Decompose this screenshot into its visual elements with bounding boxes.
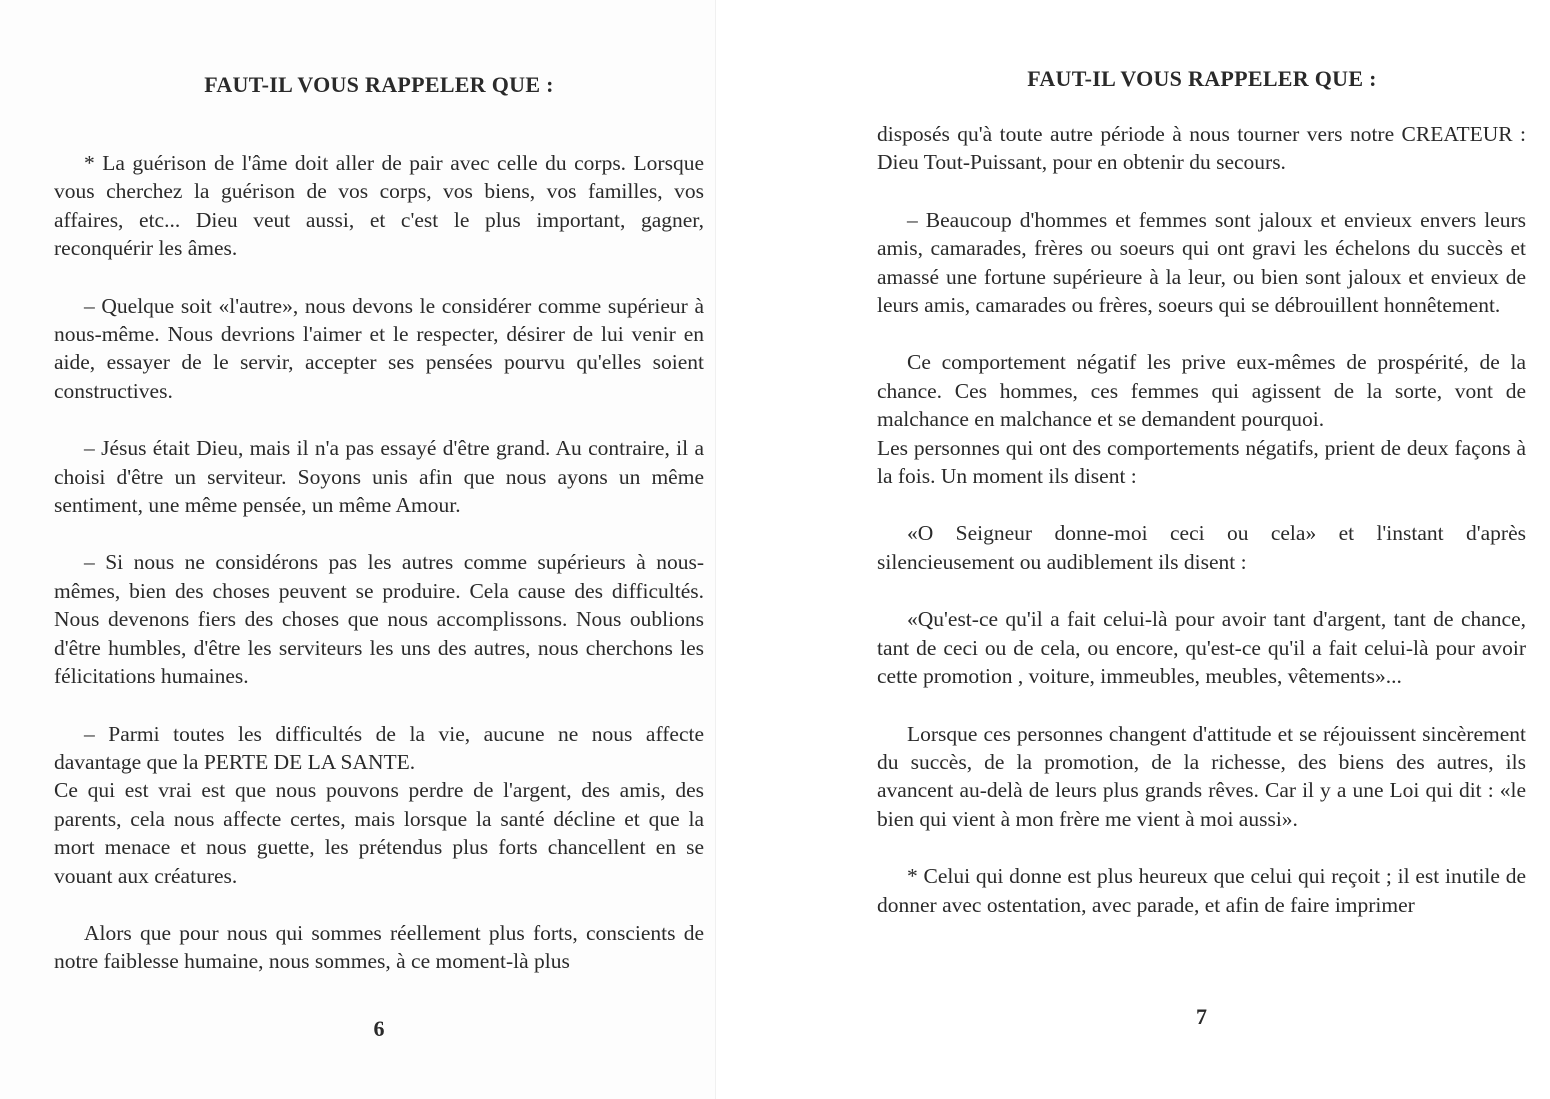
page-number: 7 <box>1196 1004 1207 1029</box>
left-page <box>0 0 716 1099</box>
paragraph: – Quelque soit «l'autre», nous devons le considérer comme supérieur à nous-même. Nous devrions l'aimer et le respecter, désirer de lui venir en aide, essayer de le servir, accepter ses pensées pourvu qu'elles soient constructives. <box>54 293 704 403</box>
paragraph: – Beaucoup d'hommes et femmes sont jaloux et envieux envers leurs amis, camarades, frères ou soeurs qui ont gravi les échelons du succès et amassé une fortune supérieure à la leur, ou bien sont jaloux et envieux de leurs amis, camarades ou frères, soeurs qui se débrouillent honnêtement. <box>877 207 1526 318</box>
paragraph: – Si nous ne considérons pas les autres comme supérieurs à nous-mêmes, bien des choses peuvent se produire. Cela cause des difficultés. Nous devenons fiers des choses que nous accomplissons. Nous oublions d'être humbles, d'être les serviteurs les uns des autres, nous cherchons les félicitations humaines. <box>54 550 704 689</box>
paragraph: «Qu'est-ce qu'il a fait celui-là pour avoir tant d'argent, tant de chance, tant de ceci ou de cela, ou encore, qu'est-ce qu'il a fait celui-là pour avoir cette promotion , voiture, immeubles, meubles, vêtements»... <box>877 607 1526 689</box>
paragraph: – Parmi toutes les difficultés de la vie, aucune ne nous affecte davantage que la PERTE DE LA SANTE. <box>54 721 704 774</box>
page-body <box>877 120 1526 919</box>
page-body <box>54 149 704 976</box>
page-title: FAUT-IL VOUS RAPPELER QUE : <box>204 72 554 97</box>
paragraph: * La guérison de l'âme doit aller de pair avec celle du corps. Lorsque vous cherchez la guérison de vos corps, vos biens, vos familles, vos affaires, etc... Dieu veut aussi, et c'est le plus important, gagner, reconquérir les âmes. <box>54 151 704 261</box>
paragraph: Les personnes qui ont des comportements négatifs, prient de deux façons à la fois. Un moment ils disent : <box>877 435 1526 489</box>
page-title: FAUT-IL VOUS RAPPELER QUE : <box>1027 66 1377 91</box>
paragraph: Ce comportement négatif les prive eux-mêmes de prospérité, de la chance. Ces hommes, ces femmes qui agissent de la sorte, vont de malchance en malchance et se demandent pourquoi. <box>877 350 1526 432</box>
paragraph: Alors que pour nous qui sommes réellement plus forts, conscients de notre faiblesse humaine, nous sommes, à ce moment-là plus <box>54 920 704 974</box>
paragraph: Ce qui est vrai est que nous pouvons perdre de l'argent, des amis, des parents, cela nous affecte certes, mais lorsque la santé décline et que la mort menace et nous guette, les prétendus plus forts chancellent en se vouant aux créatures. <box>54 778 704 888</box>
right-page <box>716 0 1550 1099</box>
page-number: 6 <box>373 1016 385 1041</box>
paragraph: * Celui qui donne est plus heureux que celui qui reçoit ; il est inutile de donner avec ostentation, avec parade, et afin de faire imprimer <box>877 864 1526 917</box>
paragraph: «O Seigneur donne-moi ceci ou cela» et l'instant d'après silencieusement ou audiblement ils disent : <box>877 521 1526 574</box>
paragraph: disposés qu'à toute autre période à nous tourner vers notre CREATEUR : Dieu Tout-Puissant, pour en obtenir du secours. <box>877 122 1526 175</box>
paragraph: Lorsque ces personnes changent d'attitude et se réjouissent sincèrement du succès, de la promotion, de la richesse, des biens des autres, ils avancent au-delà de leurs plus grands rêves. Car il y a une Loi qui dit : «le bien qui vient à mon frère me vient à moi aussi». <box>877 721 1526 831</box>
paragraph: – Jésus était Dieu, mais il n'a pas essayé d'être grand. Au contraire, il a choisi d'être un serviteur. Soyons unis afin que nous ayons un même sentiment, une même pensée, un même Amour. <box>54 436 704 518</box>
